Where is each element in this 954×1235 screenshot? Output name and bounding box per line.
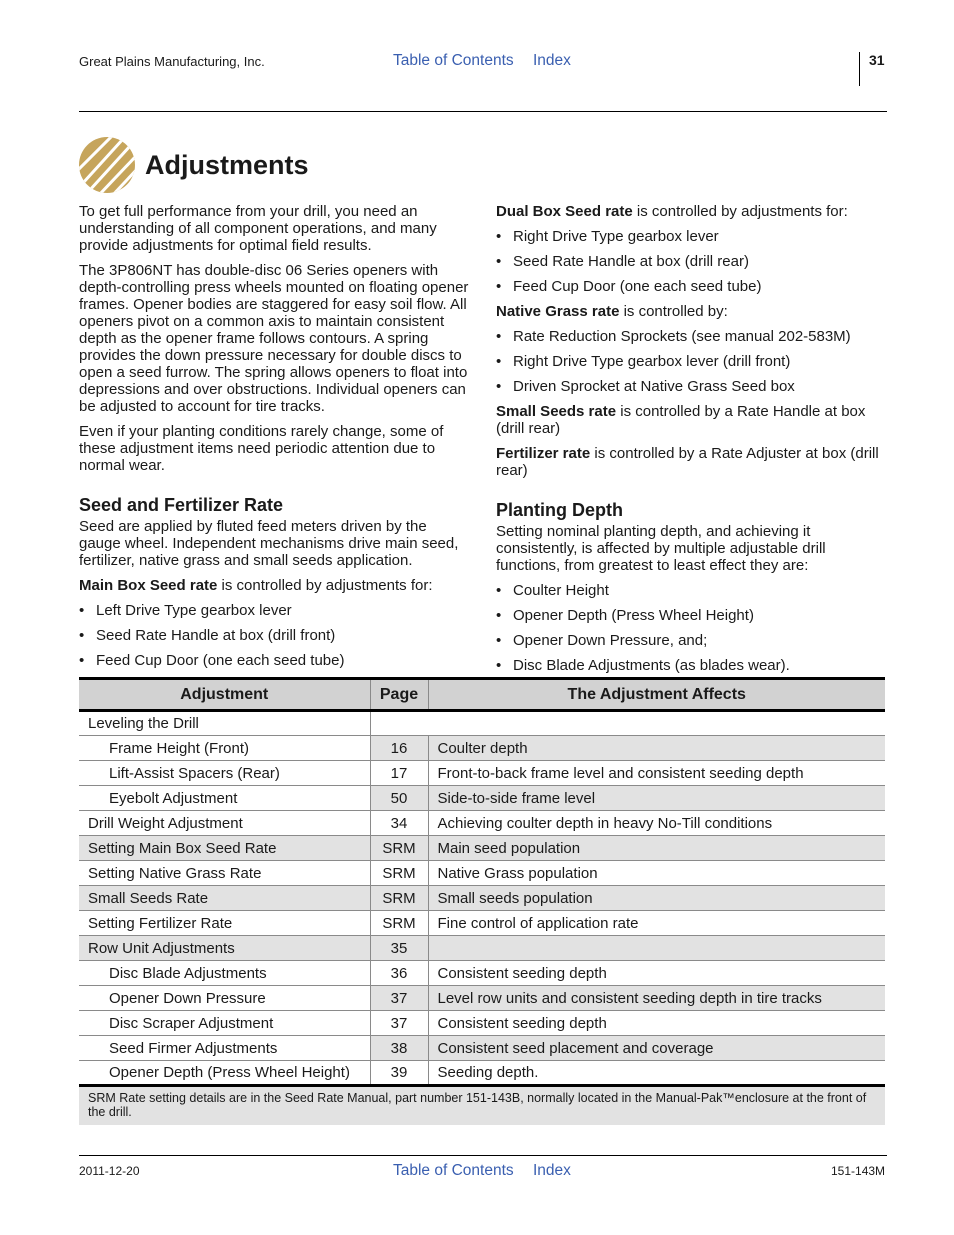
adjustment-cell: Setting Main Box Seed Rate [79,836,370,861]
list-item: • Right Drive Type gearbox lever (drill front) [496,353,888,370]
table-header-row [79,679,885,711]
intro-paragraph: To get full performance from your drill, you need an understanding of all component operations, and many provide adjustments for optimal field results. [79,203,437,254]
list-item: • Right Drive Type gearbox lever [496,228,888,245]
table-note: SRM Rate setting details are in the Seed Rate Manual, part number 151-143B, normally located in the Manual-Pak™enclosure at the front of the drill. [79,1086,885,1126]
adjustment-cell: Lift-Assist Spacers (Rear) [79,761,370,786]
adjustment-cell: Eyebolt Adjustment [79,786,370,811]
affects-cell: Coulter depth [428,736,885,761]
native-grass-rest: is controlled by: [619,303,728,320]
footer-rule [79,1155,887,1156]
footer-toc-link[interactable]: Table of Contents [393,1162,514,1179]
main-box-bold: Main Box Seed rate [79,577,218,594]
header-company: Great Plains Manufacturing, Inc. [79,54,265,69]
table-row [79,1036,885,1061]
adjustment-cell: Seed Firmer Adjustments [79,1036,370,1061]
main-box-rest: is controlled by adjustments for: [217,577,433,594]
adjustment-cell: Opener Down Pressure [79,986,370,1011]
adjustment-cell: Leveling the Drill [79,711,370,736]
column-header-page: Page [370,679,428,711]
adjustment-cell: Disc Scraper Adjustment [79,1011,370,1036]
affects-cell: Consistent seed placement and coverage [428,1036,885,1061]
list-item: • Opener Down Pressure, and; [496,632,888,649]
native-grass-bold: Native Grass rate [496,303,620,320]
planting-depth-list [496,582,888,674]
main-box-list [79,602,469,669]
table-row [79,861,885,886]
adjustment-cell: Drill Weight Adjustment [79,811,370,836]
list-item: • Driven Sprocket at Native Grass Seed box [496,378,888,395]
small-seeds-paragraph [496,403,888,437]
table-row [79,786,885,811]
table-row [79,1011,885,1036]
column-header-affects: The Adjustment Affects [428,679,885,711]
page-cell: SRM [370,836,428,861]
adjustment-cell: Opener Depth (Press Wheel Height) [79,1061,370,1086]
dual-box-intro [496,203,888,220]
footer-index-link[interactable]: Index [533,1162,571,1179]
table-row [79,811,885,836]
header-divider [859,52,860,86]
affects-cell: Small seeds population [428,886,885,911]
main-box-intro [79,577,469,594]
adjustment-cell: Frame Height (Front) [79,736,370,761]
list-item: • Seed Rate Handle at box (drill front) [79,627,469,644]
table-row [79,986,885,1011]
adjustment-cell: Small Seeds Rate [79,886,370,911]
table-row [79,886,885,911]
right-column [496,203,888,682]
page-cell: SRM [370,886,428,911]
dual-box-bold: Dual Box Seed rate [496,203,633,220]
affects-cell: Consistent seeding depth [428,1011,885,1036]
table-row [79,761,885,786]
header-index-link[interactable]: Index [533,52,571,69]
affects-cell: Fine control of application rate [428,911,885,936]
header-rule [79,111,887,112]
page-cell: SRM [370,861,428,886]
page-title: Adjustments [145,149,309,180]
adjustment-cell: Row Unit Adjustments [79,936,370,961]
adjustment-cell: Disc Blade Adjustments [79,961,370,986]
planting-depth-paragraph: Setting nominal planting depth, and achieving it consistently, is affected by multiple adjustable drill functions, from greatest to least effect they are: [496,523,826,574]
adjustment-cell: Setting Native Grass Rate [79,861,370,886]
fertilizer-bold: Fertilizer rate [496,445,591,462]
page-cell: SRM [370,911,428,936]
list-item: • Feed Cup Door (one each seed tube) [79,652,469,669]
affects-cell: Level row units and consistent seeding depth in tire tracks [428,986,885,1011]
seed-fertilizer-heading: Seed and Fertilizer Rate [79,495,284,515]
dual-box-list [496,228,888,295]
affects-cell: Seeding depth. [428,1061,885,1086]
list-item: • Rate Reduction Sprockets (see manual 202-583M) [496,328,888,345]
table-row [79,911,885,936]
openers-paragraph: The 3P806NT has double-disc 06 Series openers with depth-controlling press wheels mounted on floating opener frames. Opener bodies are staggered for easy soil flow. All openers pivot on a common axis to maintain consistent depth as the opener frame follows contours. A spring provides the down pressure necessary for double discs to open a seed furrow. The spring allows openers to float into depressions and over obstructions. Individual openers can be adjusted to account for tire tracks. [79,262,469,415]
seed-fertilizer-paragraph: Seed are applied by fluted feed meters driven by the gauge wheel. Independent mechanisms drive main seed, fertilizer, native grass and small seeds application. [79,518,459,569]
list-item: • Opener Depth (Press Wheel Height) [496,607,888,624]
native-grass-list [496,328,888,395]
page-cell: 50 [370,786,428,811]
table-note-row [79,1086,885,1126]
left-column [79,203,469,677]
column-header-adjustment: Adjustment [79,679,370,711]
table-row [79,1061,885,1086]
affects-cell: Side-to-side frame level [428,786,885,811]
fertilizer-rest: is controlled by a Rate Adjuster at box (drill rear) [496,445,879,479]
table-row [79,961,885,986]
page-cell: 38 [370,1036,428,1061]
affects-cell: Front-to-back frame level and consistent seeding depth [428,761,885,786]
affects-cell: Native Grass population [428,861,885,886]
list-item: • Disc Blade Adjustments (as blades wear). [496,657,888,674]
fertilizer-paragraph [496,445,888,479]
page-cell: 16 [370,736,428,761]
page-cell: 39 [370,1061,428,1086]
adjustment-cell: Setting Fertilizer Rate [79,911,370,936]
section-title [79,137,309,193]
wear-paragraph: Even if your planting conditions rarely change, some of these adjustment items need periodic attention due to normal wear. [79,423,444,474]
adjustments-table [79,677,885,1125]
affects-cell [428,936,885,961]
empty-cell [370,711,885,736]
small-seeds-bold: Small Seeds rate [496,403,617,420]
list-item: • Coulter Height [496,582,888,599]
page-cell: 35 [370,936,428,961]
planting-depth-heading: Planting Depth [496,500,623,520]
page-cell: 17 [370,761,428,786]
small-seeds-rest: is controlled by a Rate Handle at box (drill rear) [496,403,866,437]
table-row [79,711,885,736]
section-logo-icon [79,137,135,193]
list-item: • Seed Rate Handle at box (drill rear) [496,253,888,270]
table-row [79,836,885,861]
footer-date: 2011-12-20 [79,1164,140,1178]
page-number: 31 [869,52,885,68]
page-cell: 37 [370,1011,428,1036]
header-toc-link[interactable]: Table of Contents [393,52,514,69]
page-cell: 37 [370,986,428,1011]
table-row [79,736,885,761]
list-item: • Feed Cup Door (one each seed tube) [496,278,888,295]
footer-part-number: 151-143M [831,1164,886,1178]
affects-cell: Consistent seeding depth [428,961,885,986]
table-row [79,936,885,961]
page-cell: 34 [370,811,428,836]
affects-cell: Achieving coulter depth in heavy No-Till conditions [428,811,885,836]
native-grass-intro [496,303,888,320]
affects-cell: Main seed population [428,836,885,861]
dual-box-rest: is controlled by adjustments for: [632,203,848,220]
list-item: • Left Drive Type gearbox lever [79,602,469,619]
page-cell: 36 [370,961,428,986]
